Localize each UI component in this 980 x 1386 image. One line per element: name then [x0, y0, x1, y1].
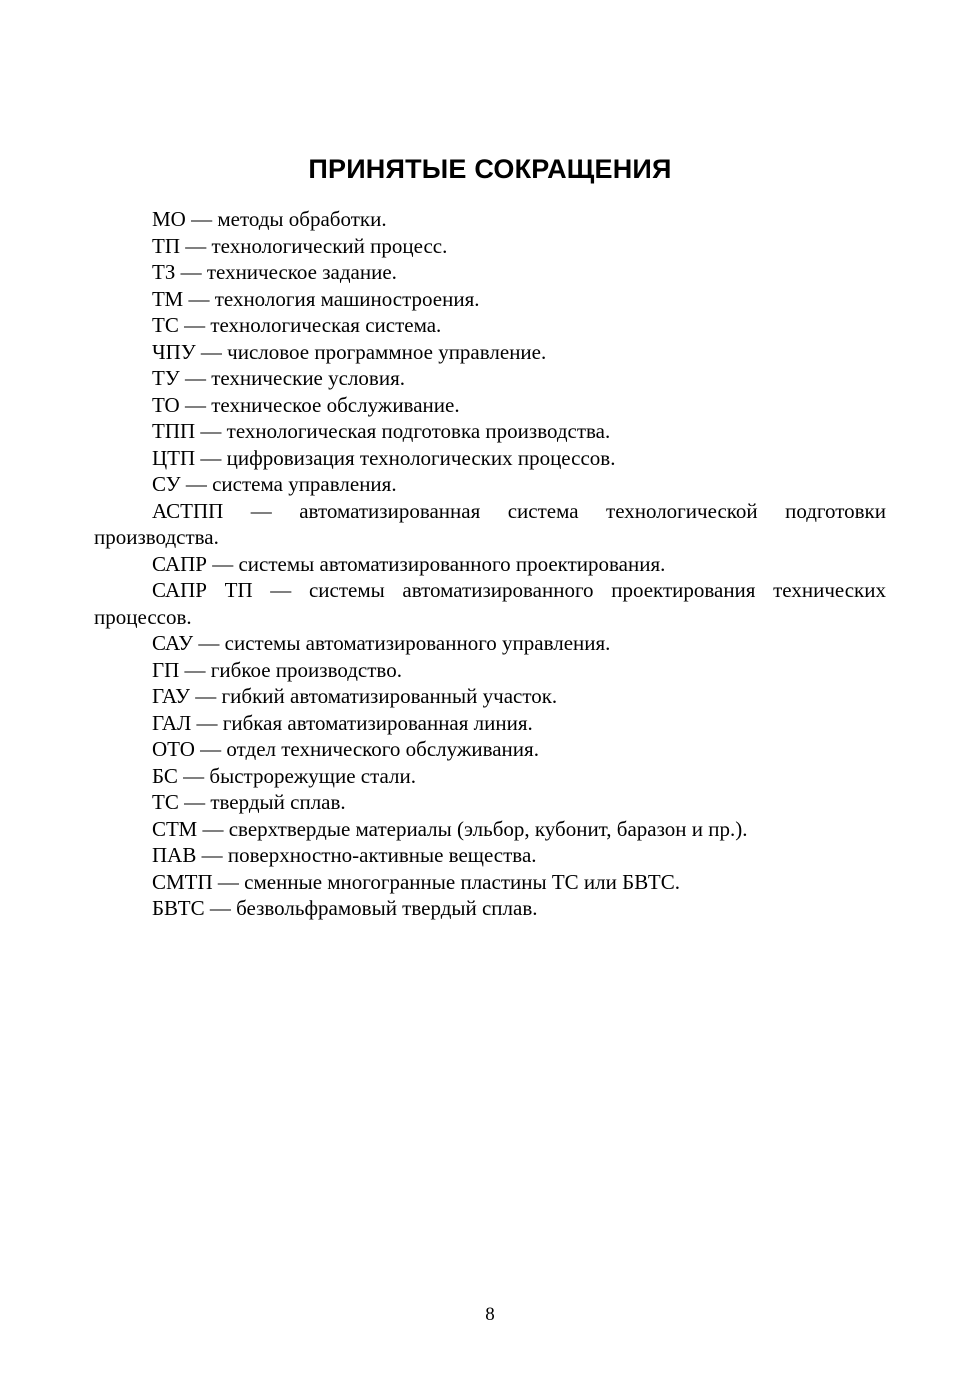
list-item: ГП — гибкое производство.	[152, 657, 402, 682]
list-item: ТМ — технология машиностроения.	[152, 286, 480, 311]
list-item: СМТП — сменные многогранные пластины ТС или БВТС.	[152, 869, 681, 894]
list-item: ГАУ — гибкий автоматизированный участок.	[152, 684, 558, 708]
list-item: ЦТП — цифровизация технологических процессов.	[152, 445, 616, 470]
list-item: ТО — техническое обслуживание.	[152, 392, 460, 417]
list-item: СУ — система управления.	[152, 472, 397, 496]
list-item: ГАЛ — гибкая автоматизированная линия.	[152, 710, 533, 735]
list-item: ОТО — отдел технического обслуживания.	[152, 737, 539, 761]
list-item: БС — быстрорежущие стали.	[152, 763, 417, 788]
list-item: ПАВ — поверхностно-активные вещества.	[152, 843, 537, 867]
page-number: 8	[485, 1304, 495, 1325]
list-item: САУ — системы автоматизированного управления.	[152, 631, 611, 655]
list-item: САПР — системы автоматизированного проектирования.	[152, 551, 666, 576]
list-item: ТЗ — техническое задание.	[152, 260, 397, 284]
list-item: САПР ТП — системы автоматизированного проектирования технических процессов.	[94, 578, 886, 629]
list-item: БВТС — безвольфрамовый твердый сплав.	[152, 896, 538, 920]
list-item: ЧПУ — числовое программное управление.	[152, 339, 547, 364]
list-item: ТУ — технические условия.	[152, 366, 405, 390]
list-item: ТПП — технологическая подготовка производства.	[152, 419, 611, 443]
list-item: ТС — технологическая система.	[152, 313, 442, 337]
abbreviations-list	[94, 206, 886, 922]
list-item: АСТПП — автоматизированная система технологической подготовки производства.	[94, 498, 886, 549]
list-item: МО — методы обработки.	[152, 207, 387, 231]
list-item: ТС — твердый сплав.	[152, 790, 346, 814]
page-title: ПРИНЯТЫЕ СОКРАЩЕНИЯ	[308, 154, 672, 184]
list-item: СТМ — сверхтвердые материалы (эльбор, кубонит, баразон и пр.).	[152, 816, 748, 841]
list-item: ТП — технологический процесс.	[152, 233, 448, 258]
